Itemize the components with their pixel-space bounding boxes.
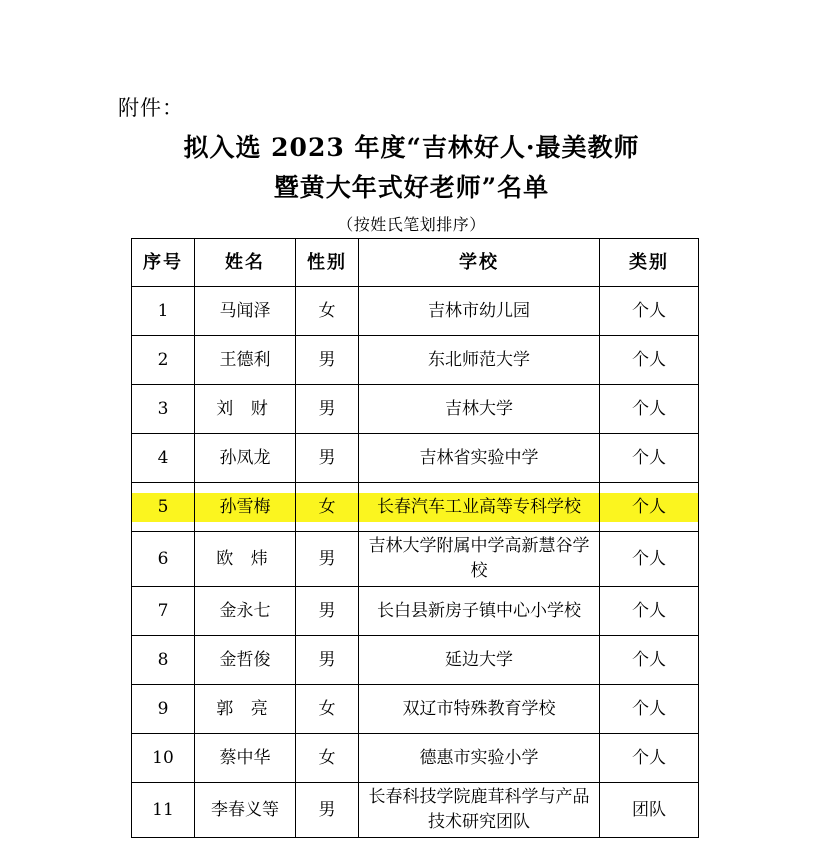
- cell-school-text: 长春科技学院鹿茸科学与产品技术研究团队: [368, 787, 590, 832]
- cell-school-text: 德惠市实验小学: [419, 748, 539, 768]
- table-row: [132, 783, 699, 838]
- cell-name: [195, 434, 296, 483]
- cell-name: [195, 532, 296, 587]
- cell-school: [359, 587, 600, 636]
- cell-type-text: 团队: [632, 799, 666, 820]
- cell-gender: [296, 734, 359, 783]
- cell-gender-text: 女: [296, 493, 358, 522]
- cell-type-text: 个人: [632, 748, 666, 768]
- table-row: [132, 636, 699, 685]
- cell-type: [600, 385, 699, 434]
- cell-number: [132, 385, 195, 434]
- cell-school: [359, 434, 600, 483]
- cell-gender-text: 男: [318, 799, 336, 820]
- cell-school-text: 长春汽车工业高等专科学校: [359, 493, 599, 522]
- roster-table: [131, 238, 699, 838]
- cell-type: [600, 587, 699, 636]
- cell-name: [195, 483, 296, 532]
- cell-name-text: 金哲俊: [219, 650, 271, 670]
- cell-type-text: 个人: [632, 600, 666, 621]
- cell-name: [195, 336, 296, 385]
- cell-type-text: 个人: [632, 301, 666, 321]
- cell-name-text: 马闻泽: [219, 301, 271, 321]
- column-header-gender: 性别: [296, 239, 359, 287]
- cell-name-text: 郭 亮: [216, 699, 274, 719]
- cell-gender: [296, 587, 359, 636]
- table-row: [132, 734, 699, 783]
- cell-number: [132, 434, 195, 483]
- cell-name-text: 李春义等: [211, 799, 279, 820]
- cell-name-text: 金永七: [219, 600, 271, 621]
- cell-type-text: 个人: [632, 350, 666, 370]
- cell-gender-text: 男: [318, 650, 336, 670]
- page-title: [0, 128, 823, 208]
- table-row: [132, 587, 699, 636]
- cell-type: [600, 734, 699, 783]
- cell-gender-text: 女: [318, 699, 336, 719]
- cell-name: [195, 287, 296, 336]
- cell-school: [359, 636, 600, 685]
- cell-school: [359, 336, 600, 385]
- cell-school: [359, 685, 600, 734]
- cell-gender: [296, 783, 359, 838]
- cell-type: [600, 783, 699, 838]
- cell-gender: [296, 532, 359, 587]
- cell-school-text: 吉林大学附属中学高新慧谷学校: [368, 536, 590, 581]
- page-title-line-2: 暨黄大年式好老师”名单: [273, 173, 550, 202]
- cell-school: [359, 783, 600, 838]
- column-header-number: 序号: [132, 239, 195, 287]
- cell-name: [195, 734, 296, 783]
- cell-number-text: 4: [157, 448, 169, 468]
- cell-gender: [296, 287, 359, 336]
- cell-gender: [296, 336, 359, 385]
- table-header-row: [132, 239, 699, 287]
- column-header-name: 姓名: [195, 239, 296, 287]
- page-subtitle: （按姓氏笔划排序）: [337, 215, 486, 234]
- table-row: [132, 685, 699, 734]
- cell-school-text: 双辽市特殊教育学校: [402, 699, 556, 719]
- cell-gender-text: 男: [318, 350, 336, 370]
- cell-school-text: 东北师范大学: [428, 350, 530, 370]
- cell-school: [359, 483, 600, 532]
- cell-type-text: 个人: [632, 399, 666, 419]
- cell-name: [195, 587, 296, 636]
- cell-number: [132, 587, 195, 636]
- cell-school-text: 吉林市幼儿园: [428, 301, 530, 321]
- cell-type: [600, 287, 699, 336]
- cell-name: [195, 385, 296, 434]
- cell-number-text: 11: [152, 799, 174, 820]
- cell-number-text: 9: [157, 699, 169, 719]
- cell-number-text: 2: [157, 350, 169, 370]
- cell-school-text: 延边大学: [445, 650, 513, 670]
- cell-name-text: 刘 财: [216, 399, 274, 419]
- cell-number: [132, 287, 195, 336]
- cell-gender-text: 女: [318, 748, 336, 768]
- cell-school-text: 吉林省实验中学: [419, 448, 539, 468]
- cell-type-text: 个人: [632, 699, 666, 719]
- cell-name-text: 孙凤龙: [219, 448, 271, 468]
- cell-type-text: 个人: [632, 548, 666, 569]
- cell-gender-text: 男: [318, 600, 336, 621]
- cell-type: [600, 532, 699, 587]
- cell-type: [600, 336, 699, 385]
- cell-type-text: 个人: [632, 448, 666, 468]
- attachment-label: 附件：: [118, 96, 184, 120]
- cell-name: [195, 636, 296, 685]
- cell-school: [359, 734, 600, 783]
- cell-school: [359, 532, 600, 587]
- cell-type: [600, 483, 699, 532]
- cell-number-text: 1: [157, 301, 169, 321]
- cell-type: [600, 685, 699, 734]
- cell-name-text: 蔡中华: [219, 748, 271, 768]
- cell-number-text: 5: [132, 493, 194, 522]
- cell-gender-text: 男: [318, 548, 336, 569]
- cell-gender: [296, 385, 359, 434]
- cell-number-text: 6: [157, 548, 169, 569]
- cell-gender-text: 男: [318, 399, 336, 419]
- cell-number: [132, 783, 195, 838]
- cell-name-text: 孙雪梅: [195, 493, 295, 522]
- cell-number-text: 7: [157, 600, 169, 621]
- cell-number-text: 8: [157, 650, 169, 670]
- cell-gender: [296, 636, 359, 685]
- cell-gender: [296, 483, 359, 532]
- cell-type: [600, 434, 699, 483]
- table-row: [132, 287, 699, 336]
- column-header-type: 类别: [600, 239, 699, 287]
- cell-school-text: 吉林大学: [445, 399, 513, 419]
- table-row: [132, 532, 699, 587]
- cell-number-text: 10: [152, 748, 174, 768]
- cell-school: [359, 287, 600, 336]
- cell-name-text: 欧 炜: [216, 548, 274, 569]
- cell-gender-text: 男: [318, 448, 336, 468]
- cell-name-text: 王德利: [219, 350, 271, 370]
- table-row: [132, 385, 699, 434]
- cell-number: [132, 685, 195, 734]
- cell-number: [132, 734, 195, 783]
- cell-gender-text: 女: [318, 301, 336, 321]
- cell-name: [195, 685, 296, 734]
- cell-school: [359, 385, 600, 434]
- cell-gender: [296, 434, 359, 483]
- table-row: [132, 336, 699, 385]
- cell-number: [132, 532, 195, 587]
- column-header-school: 学校: [359, 239, 600, 287]
- cell-number: [132, 636, 195, 685]
- cell-type-text: 个人: [632, 650, 666, 670]
- cell-number: [132, 336, 195, 385]
- table-row: [132, 434, 699, 483]
- cell-name: [195, 783, 296, 838]
- page-title-line-1: 拟入选 2023 年度“吉林好人·最美教师: [183, 133, 640, 162]
- cell-gender: [296, 685, 359, 734]
- cell-number-text: 3: [157, 399, 169, 419]
- cell-type: [600, 636, 699, 685]
- table-row-highlighted: [132, 483, 699, 532]
- cell-school-text: 长白县新房子镇中心小学校: [377, 600, 581, 621]
- cell-number: [132, 483, 195, 532]
- cell-type-text: 个人: [600, 493, 698, 522]
